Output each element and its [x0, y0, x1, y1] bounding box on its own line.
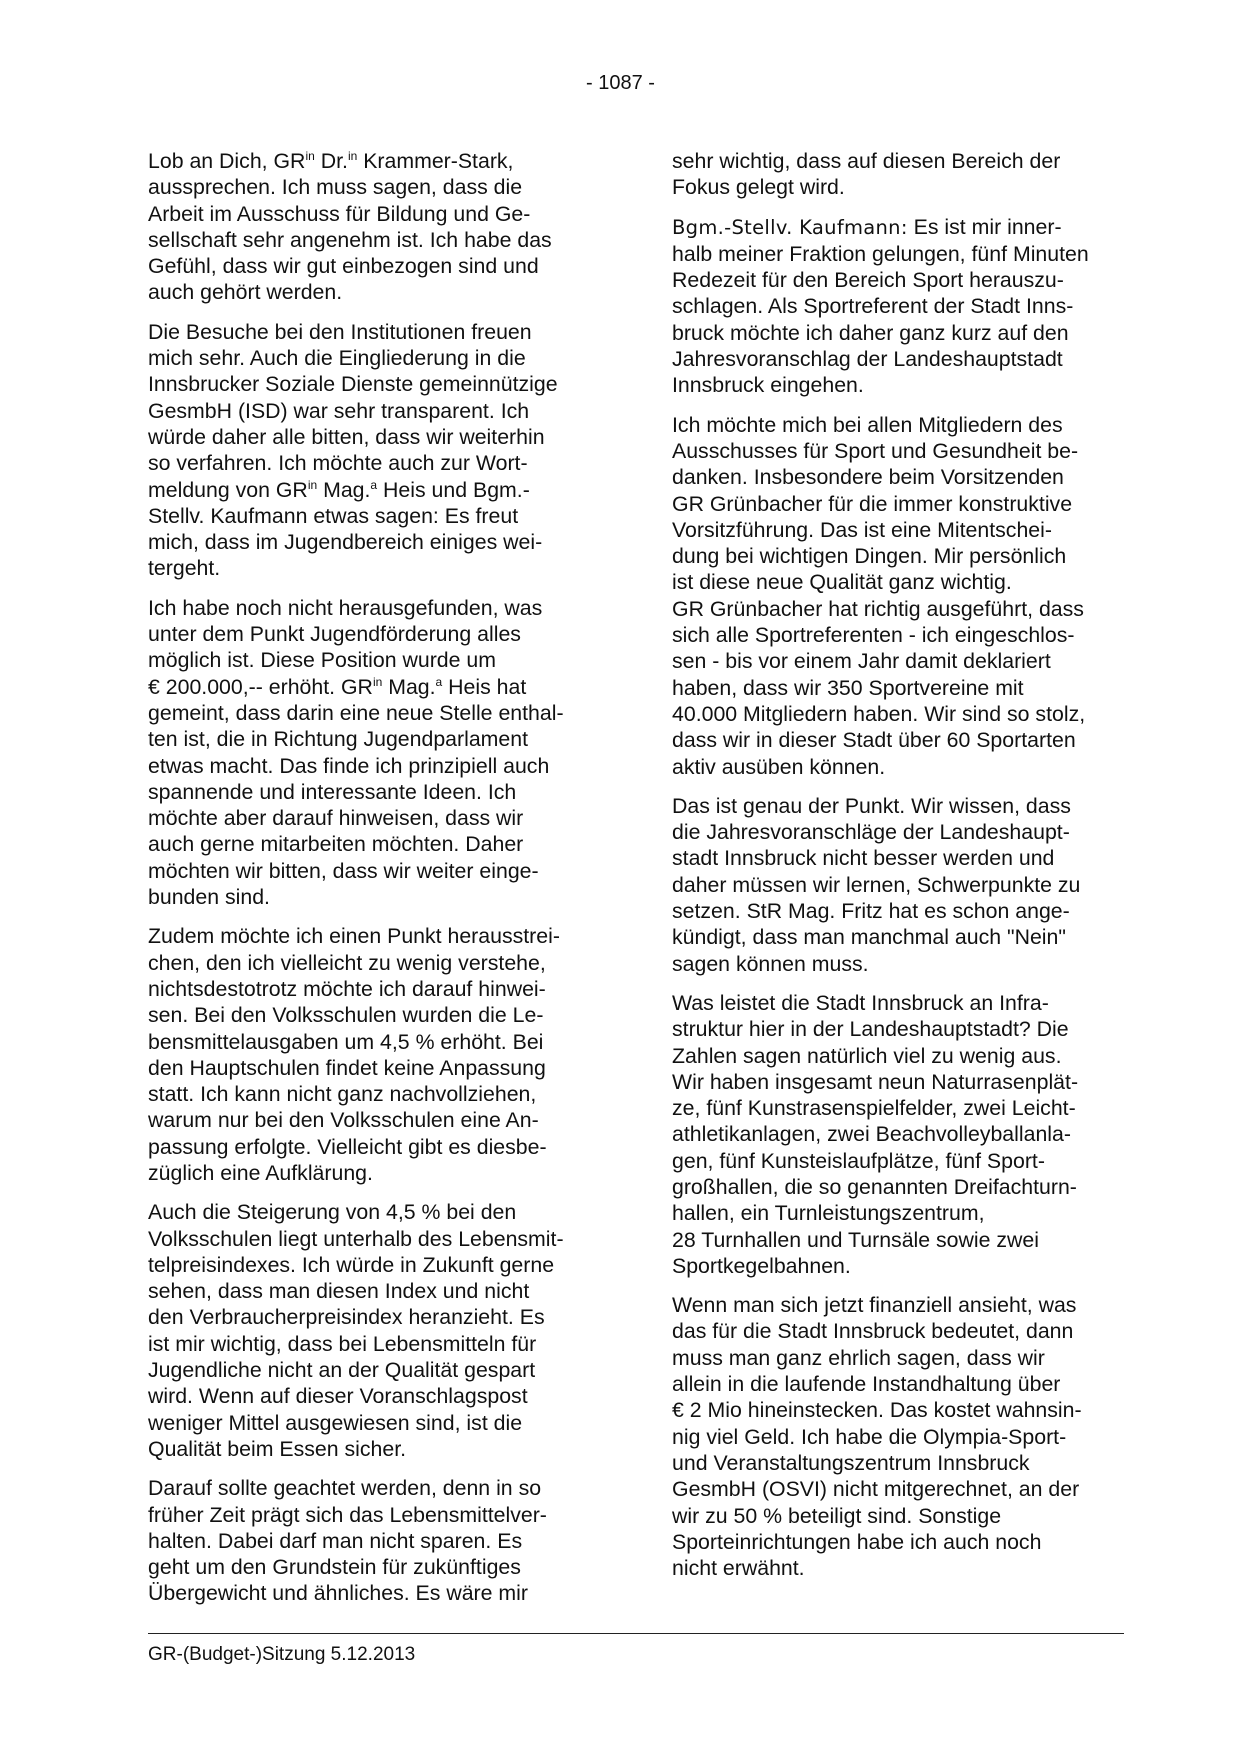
text-line: nicht erwähnt. — [672, 1556, 805, 1581]
text-line: chen, den ich vielleicht zu wenig verstehe, — [148, 950, 546, 975]
text-line: spannende und interessante Ideen. Ich — [148, 779, 517, 804]
text-line: großhallen, die so genannten Dreifachturn- — [672, 1174, 1077, 1199]
text-line: € 2 Mio hineinstecken. Das kostet wahnsin- — [672, 1398, 1082, 1423]
paragraph — [148, 319, 588, 582]
text-line: daher müssen wir lernen, Schwerpunkte zu — [672, 872, 1081, 897]
paragraph — [672, 214, 1112, 399]
text-line: stadt Innsbruck nicht besser werden und — [672, 846, 1055, 871]
text-line: gemeint, dass darin eine neue Stelle enthal- — [148, 700, 564, 725]
text-line: Übergewicht und ähnliches. Es wäre mir — [148, 1581, 528, 1606]
text-line: den Verbraucherpreisindex heranzieht. Es — [148, 1305, 545, 1330]
text-line: sehr wichtig, dass auf diesen Bereich der — [672, 149, 1061, 173]
page-number: - 1087 - — [586, 72, 655, 94]
text-line: halten. Dabei darf man nicht sparen. Es — [148, 1528, 523, 1553]
text-line: warum nur bei den Volksschulen eine An- — [148, 1108, 539, 1133]
text-line: auch gehört werden. — [148, 280, 343, 305]
text-line: Darauf sollte geachtet werden, denn in so — [148, 1476, 542, 1501]
text-line: sen. Bei den Volksschulen wurden die Le- — [148, 1003, 544, 1028]
text-line: dung bei wichtigen Dingen. Mir persönlich — [672, 544, 1067, 569]
paragraph — [672, 412, 1112, 780]
text-line: statt. Ich kann nicht ganz nachvollziehen, — [148, 1082, 537, 1107]
text-line: Auch die Steigerung von 4,5 % bei den — [148, 1200, 517, 1225]
text-line: ist diese neue Qualität ganz wichtig. — [672, 570, 1012, 595]
text-line: mich, dass im Jugendbereich einiges wei- — [148, 530, 543, 555]
paragraph — [672, 1292, 1112, 1581]
text-line: möchten wir bitten, dass wir weiter einge- — [148, 858, 539, 883]
text-line: unter dem Punkt Jugendförderung alles — [148, 622, 521, 647]
text-line: € 200.000,-- erhöht. $GR^{in}$ Mag.$^a$ Heis hat — [148, 674, 527, 699]
text-line: Qualität beim Essen sicher. — [148, 1436, 407, 1461]
text-line: Das ist genau der Punkt. Wir wissen, dass — [672, 793, 1071, 818]
text-line: bruck möchte ich daher ganz kurz auf den — [672, 320, 1069, 345]
text-line: würde daher alle bitten, dass wir weiterhin — [148, 424, 545, 449]
text-line: Ich habe noch nicht herausgefunden, was — [148, 595, 543, 620]
text-line: Innsbrucker Soziale Dienste gemeinnützige — [148, 372, 558, 397]
text-line: möglich ist. Diese Position wurde um — [148, 648, 496, 673]
text-line: sellschaft sehr angenehm ist. Ich habe das — [148, 227, 552, 252]
text-line: Stellv. Kaufmann etwas sagen: Es freut — [148, 503, 519, 528]
paragraph — [148, 1475, 588, 1606]
text-line: so verfahren. Ich möchte auch zur Wort- — [148, 451, 528, 476]
text-line: bunden sind. — [148, 885, 270, 910]
text-line: Zahlen sagen natürlich viel zu wenig aus. — [672, 1043, 1062, 1068]
text-line: Fokus gelegt wird. — [672, 175, 845, 200]
text-line: danken. Insbesondere beim Vorsitzenden — [672, 465, 1064, 490]
text-line: GR Grünbacher hat richtig ausgeführt, dass — [672, 596, 1084, 621]
text-line: ten ist, die in Richtung Jugendparlament — [148, 727, 529, 752]
text-line: 28 Turnhallen und Turnsäle sowie zwei — [672, 1227, 1039, 1252]
text-line: Zudem möchte ich einen Punkt herausstrei- — [148, 924, 560, 949]
paragraph — [148, 923, 588, 1186]
text-line: haben, dass wir 350 Sportvereine mit — [672, 675, 1024, 700]
text-line: nichtsdestotrotz möchte ich darauf hinwei- — [148, 976, 546, 1001]
text-line: Wir haben insgesamt neun Naturrasenplät- — [672, 1069, 1079, 1094]
text-line: ist mir wichtig, dass bei Lebensmitteln für — [148, 1331, 537, 1356]
text-line: Wenn man sich jetzt finanziell ansieht, was — [672, 1293, 1077, 1318]
text-line: Innsbruck eingehen. — [672, 373, 864, 398]
text-line: geht um den Grundstein für zukünftiges — [148, 1555, 521, 1580]
footer-text: GR-(Budget-)Sitzung 5.12.2013 — [148, 1644, 416, 1665]
text-line: passung erfolgte. Vielleicht gibt es diesbe- — [148, 1134, 547, 1159]
text-line: aktiv ausüben können. — [672, 754, 886, 779]
text-line: telpreisindexes. Ich würde in Zukunft gerne — [148, 1252, 555, 1277]
text-line: den Hauptschulen findet keine Anpassung — [148, 1055, 546, 1080]
right-column — [672, 148, 1112, 1594]
text-line: wir zu 50 % beteiligt sind. Sonstige — [672, 1503, 1002, 1528]
text-line: Was leistet die Stadt Innsbruck an Infra- — [672, 990, 1049, 1015]
text-line: allein in die laufende Instandhaltung über — [672, 1372, 1061, 1397]
text-line: dass wir in dieser Stadt über 60 Sportarten — [672, 728, 1076, 753]
text-line: GR Grünbacher für die immer konstruktive — [672, 491, 1073, 516]
text-line: wird. Wenn auf dieser Voranschlagspost — [148, 1384, 528, 1409]
text-line: züglich eine Aufklärung. — [148, 1160, 373, 1185]
text-line: Lob an Dich, $GR^{in}$ Dr.$^{in}$ Krammer-Stark, — [148, 149, 514, 173]
text-line: Jahresvoranschlag der Landeshauptstadt — [672, 347, 1063, 372]
text-line: weniger Mittel ausgewiesen sind, ist die — [148, 1410, 523, 1435]
text-line: GesmbH (ISD) war sehr transparent. Ich — [148, 398, 530, 423]
text-line: sagen können muss. — [672, 951, 869, 976]
text-line: Ausschusses für Sport und Gesundheit be- — [672, 438, 1079, 463]
text-line: auch gerne mitarbeiten möchten. Daher — [148, 832, 524, 857]
text-line: halb meiner Fraktion gelungen, fünf Minuten — [672, 241, 1089, 266]
text-line: Sporteinrichtungen habe ich auch noch — [672, 1529, 1042, 1554]
text-line: muss man ganz ehrlich sagen, dass wir — [672, 1345, 1045, 1370]
paragraph — [148, 1199, 588, 1462]
text-line: gen, fünf Kunsteislaufplätze, fünf Sport- — [672, 1148, 1045, 1173]
text-line: aussprechen. Ich muss sagen, dass die — [148, 175, 523, 200]
text-line: Redezeit für den Bereich Sport herauszu- — [672, 268, 1064, 293]
text-line: setzen. StR Mag. Fritz hat es schon ange- — [672, 899, 1070, 924]
paragraph — [672, 990, 1112, 1279]
text-line: athletikanlagen, zwei Beachvolleyballanla- — [672, 1122, 1071, 1147]
paragraph — [672, 793, 1112, 977]
text-line: Vorsitzführung. Das ist eine Mitentschei- — [672, 517, 1052, 542]
text-line: Sportkegelbahnen. — [672, 1253, 851, 1278]
text-line: sich alle Sportreferenten - ich eingeschlos- — [672, 623, 1075, 648]
text-line: meldung von $GR^{in}$ Mag.$^a$ Heis und Bgm.- — [148, 477, 530, 502]
left-column — [148, 148, 588, 1620]
text-line: bensmittelausgaben um 4,5 % erhöht. Bei — [148, 1029, 544, 1054]
text-line: schlagen. Als Sportreferent der Stadt Inns- — [672, 294, 1074, 319]
text-line: GesmbH (OSVI) nicht mitgerechnet, an der — [672, 1477, 1080, 1502]
paragraph — [672, 148, 1112, 201]
text-line: Volksschulen liegt unterhalb des Lebensmit- — [148, 1226, 564, 1251]
text-line: die Jahresvoranschläge der Landeshaupt- — [672, 820, 1070, 845]
paragraph — [148, 595, 588, 911]
text-line: Gefühl, dass wir gut einbezogen sind und — [148, 254, 539, 279]
text-line: Die Besuche bei den Institutionen freuen — [148, 319, 532, 344]
text-line: Bgm.-Stellv. Kaufmann: Es ist mir inner- — [672, 214, 1062, 239]
text-line: etwas macht. Das finde ich prinzipiell auch — [148, 753, 550, 778]
text-line: früher Zeit prägt sich das Lebensmittelver- — [148, 1502, 547, 1527]
text-line: nig viel Geld. Ich habe die Olympia-Sport- — [672, 1424, 1067, 1449]
text-line: Arbeit im Ausschuss für Bildung und Ge- — [148, 201, 531, 226]
text-line: mich sehr. Auch die Eingliederung in die — [148, 346, 526, 371]
text-line: struktur hier in der Landeshauptstadt? Die — [672, 1017, 1069, 1042]
text-line: 40.000 Mitgliedern haben. Wir sind so stolz, — [672, 701, 1086, 726]
text-line: möchte aber darauf hinweisen, dass wir — [148, 806, 524, 831]
text-line: kündigt, dass man manchmal auch "Nein" — [672, 925, 1066, 950]
text-line: sehen, dass man diesen Index und nicht — [148, 1279, 530, 1304]
speaker-name: Bgm.-Stellv. Kaufmann: — [672, 215, 908, 239]
text-line: Ich möchte mich bei allen Mitgliedern des — [672, 412, 1063, 437]
text-line: und Veranstaltungszentrum Innsbruck — [672, 1450, 1030, 1475]
text-line: sen - bis vor einem Jahr damit deklariert — [672, 649, 1051, 674]
footer-divider — [148, 1633, 1124, 1634]
text-line: hallen, ein Turnleistungszentrum, — [672, 1201, 985, 1226]
text-line: ze, fünf Kunstrasenspielfelder, zwei Leicht- — [672, 1096, 1076, 1121]
paragraph — [148, 148, 588, 306]
text-line: tergeht. — [148, 556, 221, 581]
text-line: Jugendliche nicht an der Qualität gespart — [148, 1358, 536, 1383]
text-line: das für die Stadt Innsbruck bedeutet, dann — [672, 1319, 1074, 1344]
